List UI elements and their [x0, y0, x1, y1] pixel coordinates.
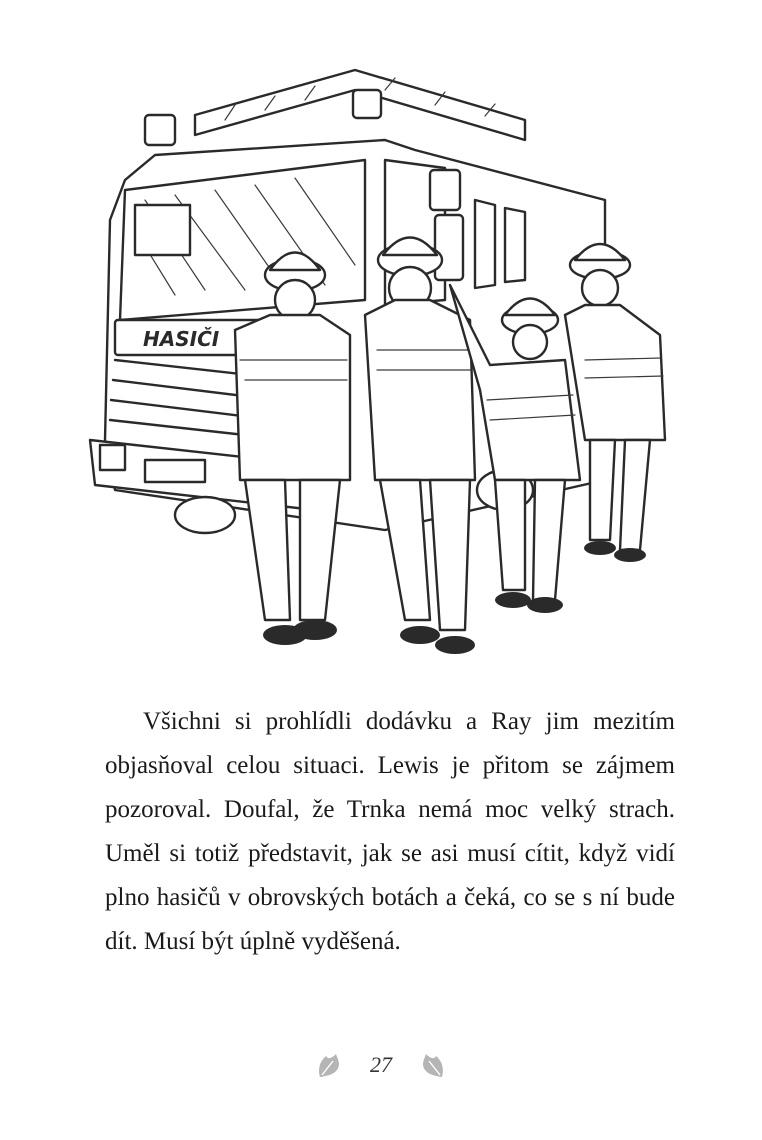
leaf-ornament-icon — [418, 1050, 448, 1080]
page-number: 27 — [370, 1052, 392, 1077]
truck-label: HASIČI — [143, 327, 220, 351]
fire-truck-illustration — [85, 60, 685, 670]
page-footer — [0, 1045, 762, 1085]
story-paragraph: Všichni si prohlídli dodávku a Ray jim mezitím objasňoval celou situaci. Lewis je přitom se zájmem pozoroval. Doufal, že Trnka nemá moc velký strach. Uměl si totiž představit, jak se asi musí cítit, když vidí plno hasičů v obrovských botách a čeká, co se s ní bude dít. Musí být úplně vyděšená. — [105, 708, 675, 955]
story-text — [105, 700, 675, 964]
leaf-ornament-icon — [314, 1050, 344, 1080]
